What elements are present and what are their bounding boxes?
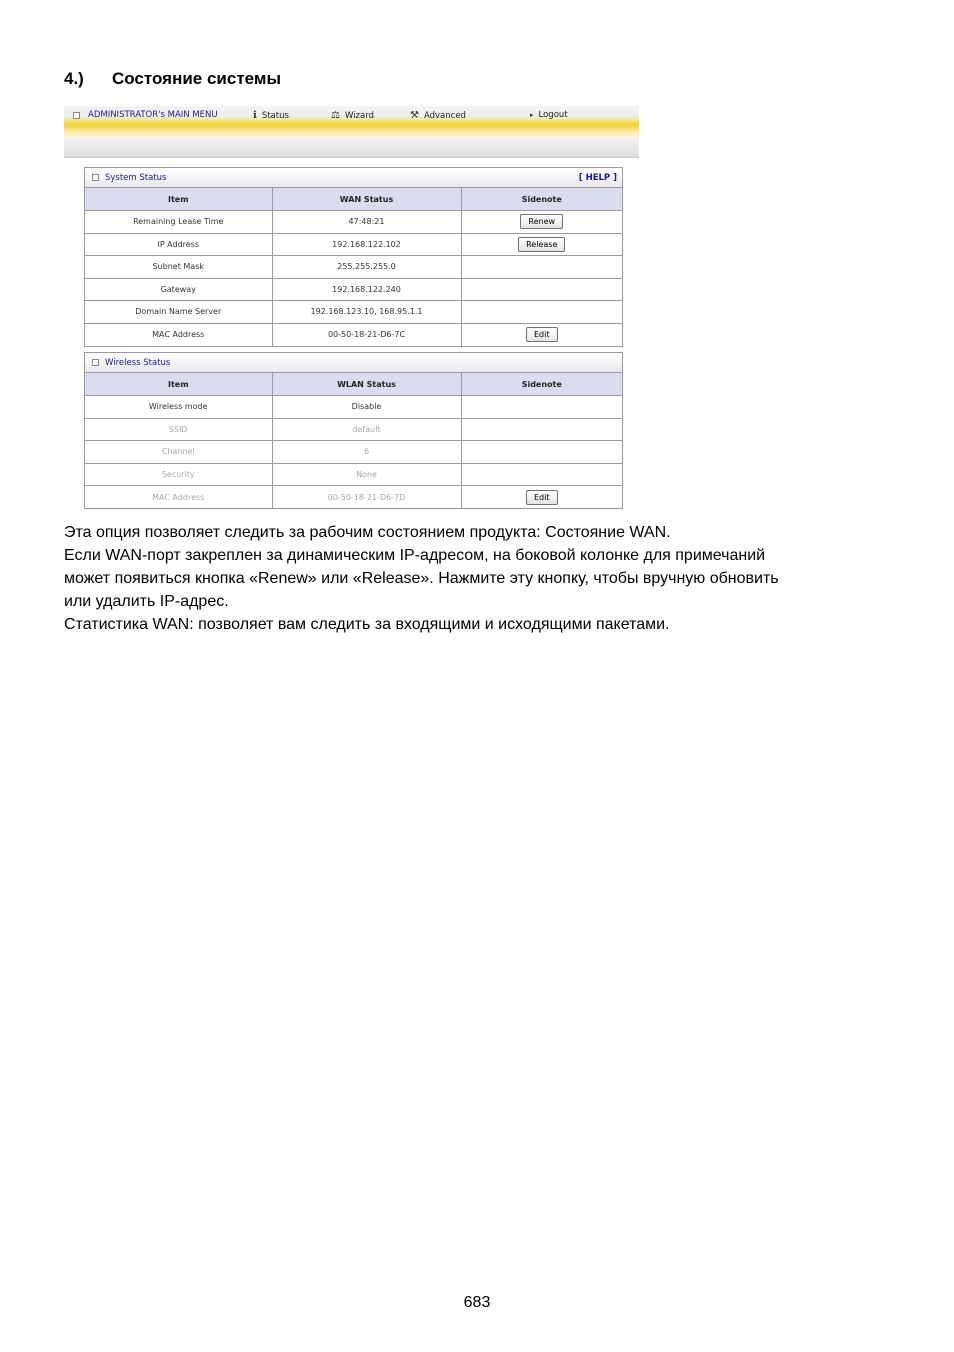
row-item: Remaining Lease Time [85, 211, 272, 234]
row-sidenote [461, 278, 622, 301]
row-value: Disable [272, 396, 461, 419]
paragraph-line: или удалить IP-адрес. [64, 593, 229, 610]
panel-square-icon [92, 359, 99, 366]
column-header: Sidenote [461, 373, 622, 396]
section-number: 4.) [64, 69, 84, 88]
row-value: 192.168.123.10, 168.95.1.1 [272, 301, 461, 324]
menu-status[interactable]: ℹ Status [253, 110, 289, 121]
section-title: Состояние системы [112, 69, 281, 88]
paragraph-line: Статистика WAN: позволяет вам следить за входящими и исходящими пакетами. [64, 616, 670, 633]
edit-wlan-mac-button[interactable]: Edit [526, 490, 558, 505]
column-header: Sidenote [461, 188, 622, 211]
row-value: 00-50-18-21-D6-7C [272, 323, 461, 346]
release-button[interactable]: Release [518, 237, 565, 252]
table-row [85, 211, 622, 234]
row-item: IP Address [85, 233, 272, 256]
row-item: Security [85, 463, 272, 486]
arrow-right-icon: ▸ [530, 111, 534, 119]
row-value: 47:48:21 [272, 211, 461, 234]
row-sidenote [461, 233, 622, 256]
table-row [85, 323, 622, 346]
paragraph-line: Если WAN-порт закреплен за динамическим IP-адресом, на боковой колонке для примечаний [64, 547, 766, 564]
renew-button[interactable]: Renew [520, 214, 563, 229]
row-item: SSID [85, 418, 272, 441]
column-header: WLAN Status [272, 373, 461, 396]
row-item: Domain Name Server [85, 301, 272, 324]
row-sidenote [461, 256, 622, 279]
row-item: Wireless mode [85, 396, 272, 419]
row-sidenote [461, 396, 622, 419]
row-sidenote [461, 323, 622, 346]
row-value: 192.168.122.240 [272, 278, 461, 301]
section-heading [64, 69, 281, 89]
table-row [85, 233, 622, 256]
panel-square-icon [92, 174, 99, 181]
column-header: Item [85, 373, 272, 396]
menu-square-icon [73, 112, 80, 119]
row-value: None [272, 463, 461, 486]
wizard-icon: ⚖ [331, 110, 340, 121]
row-value: 255.255.255.0 [272, 256, 461, 279]
table-row [85, 256, 622, 279]
menu-wizard[interactable]: ⚖ Wizard [331, 110, 374, 121]
table-header-row [85, 373, 622, 396]
paragraph-line: может появиться кнопка «Renew» или «Release». Нажмите эту кнопку, чтобы вручную обновить [64, 570, 779, 587]
paragraph-line: Эта опция позволяет следить за рабочим состоянием продукта: Состояние WAN. [64, 524, 671, 541]
page-number: 683 [463, 1294, 491, 1311]
table-row [85, 463, 622, 486]
help-link[interactable]: [ HELP ] [578, 173, 617, 183]
row-value: 00-50-18-21-D6-7D [272, 486, 461, 509]
wireless-status-header: Wireless Status [85, 353, 622, 373]
edit-mac-button[interactable]: Edit [526, 327, 558, 342]
menu-logout[interactable]: ▸ Logout [530, 110, 568, 120]
row-sidenote [461, 486, 622, 509]
row-sidenote [461, 441, 622, 464]
column-header: Item [85, 188, 272, 211]
admin-menu-bar [64, 106, 639, 158]
row-item: MAC Address [85, 486, 272, 509]
system-status-panel [84, 167, 623, 347]
table-row [85, 418, 622, 441]
menu-advanced[interactable]: ⚒ Advanced [410, 110, 466, 121]
row-item: Gateway [85, 278, 272, 301]
table-header-row [85, 188, 622, 211]
table-row [85, 278, 622, 301]
row-sidenote [461, 463, 622, 486]
wireless-status-table [85, 373, 622, 508]
column-header: WAN Status [272, 188, 461, 211]
menu-admin[interactable]: ADMINISTRATOR's MAIN MENU [73, 110, 218, 120]
wireless-status-panel [84, 352, 623, 509]
table-row [85, 301, 622, 324]
system-status-header: System Status [ HELP ] [85, 168, 622, 188]
row-item: MAC Address [85, 323, 272, 346]
info-icon: ℹ [253, 110, 257, 121]
tools-icon: ⚒ [410, 110, 419, 121]
row-value: default [272, 418, 461, 441]
row-item: Subnet Mask [85, 256, 272, 279]
table-row [85, 441, 622, 464]
table-row [85, 486, 622, 509]
row-sidenote [461, 211, 622, 234]
description-paragraph [64, 521, 894, 636]
row-value: 6 [272, 441, 461, 464]
row-sidenote [461, 418, 622, 441]
row-sidenote [461, 301, 622, 324]
system-status-table [85, 188, 622, 346]
table-row [85, 396, 622, 419]
row-item: Channel [85, 441, 272, 464]
row-value: 192.168.122.102 [272, 233, 461, 256]
